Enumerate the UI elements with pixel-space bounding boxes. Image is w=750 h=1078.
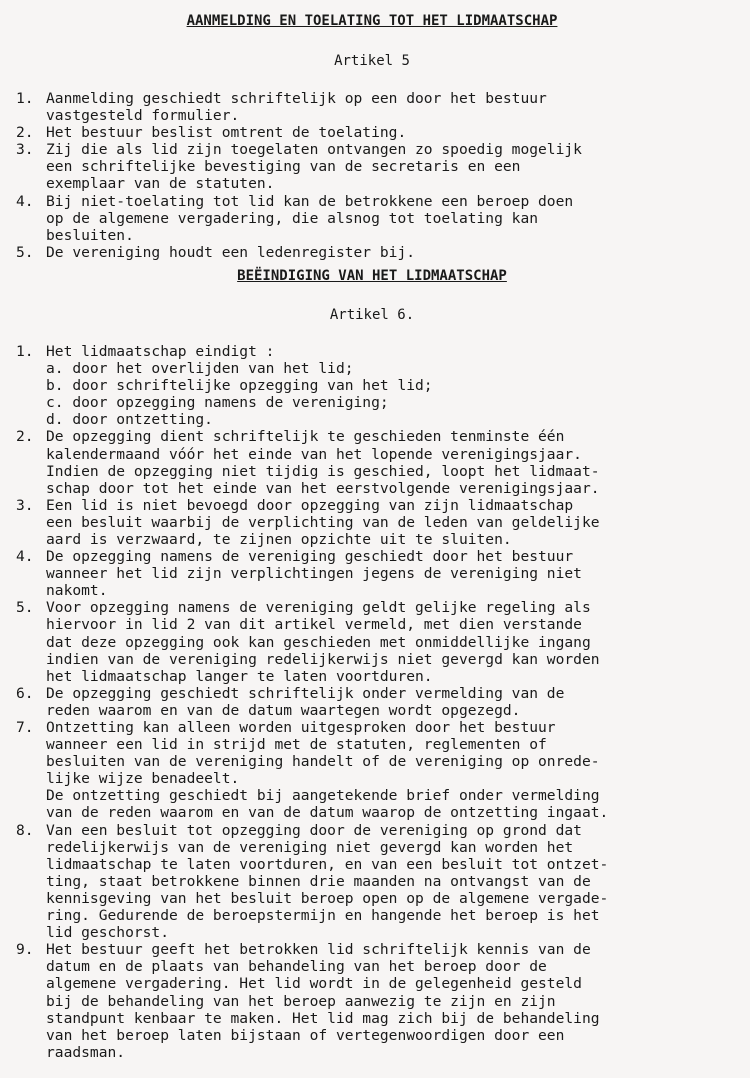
item-text-line: kalendermaand vóór het einde van het lopende verenigingsjaar. <box>46 445 582 463</box>
list-item <box>16 822 728 942</box>
item-text-line: Ontzetting kan alleen worden uitgesproken door het bestuur <box>46 719 556 736</box>
item-text-line: op de algemene vergadering, die alsnog tot toelating kan <box>46 209 539 227</box>
item-number: 5. <box>16 599 34 617</box>
item-text-line: standpunt kenbaar te maken. Het lid mag zich bij de behandeling <box>46 1009 600 1027</box>
item-text-line: De opzegging namens de vereniging geschiedt door het bestuur <box>46 548 574 566</box>
item-text-line: a. door het overlijden van het lid; <box>46 360 354 378</box>
item-text-line: Aanmelding geschiedt schriftelijk op een door het bestuur <box>46 90 547 107</box>
item-text-line: ring. Gedurende de beroepstermijn en hangende het beroep is het <box>46 907 600 925</box>
item-text-line: De opzegging geschiedt schriftelijk onder vermelding van de <box>46 684 565 702</box>
item-text <box>46 244 728 261</box>
item-text-line: raadsman. <box>46 1043 126 1061</box>
list-item <box>16 685 728 719</box>
item-text-line: redelijkerwijs van de vereniging niet gevergd kan worden het <box>46 838 574 856</box>
item-text-line: Indien de opzegging niet tijdig is geschied, loopt het lidmaat- <box>46 462 600 480</box>
item-text-line: reden waarom en van de datum waartegen wordt opgezegd. <box>46 701 521 719</box>
section-heading-beeindiging: BEËINDIGING VAN HET LIDMAATSCHAP <box>237 267 507 284</box>
item-number: 2. <box>16 428 34 446</box>
item-text <box>46 685 728 719</box>
item-text-line: bij de behandeling van het beroep aanwezig te zijn en zijn <box>46 992 556 1010</box>
item-text-line: Het bestuur beslist omtrent de toelating. <box>46 124 407 142</box>
item-text <box>46 141 728 192</box>
list-item <box>16 599 728 684</box>
list-item <box>16 719 728 822</box>
item-text-line: Een lid is niet bevoegd door opzegging van zijn lidmaatschap <box>46 496 574 514</box>
item-text-line: Het bestuur geeft het betrokken lid schriftelijk kennis van de <box>46 941 591 959</box>
item-text-line: De vereniging houdt een ledenregister bij. <box>46 243 416 261</box>
item-text-line: Het lidmaatschap eindigt : <box>46 342 275 360</box>
artikel-6-list <box>16 343 728 1061</box>
list-item <box>16 193 728 244</box>
item-text-line: datum en de plaats van behandeling van het beroep door de <box>46 958 547 976</box>
item-text-line: wanneer een lid in strijd met de statuten, reglementen of <box>46 736 547 754</box>
item-text-line: algemene vergadering. Het lid wordt in de gelegenheid gesteld <box>46 975 582 993</box>
item-number: 7. <box>16 719 34 736</box>
item-text-line: lid geschorst. <box>46 924 170 942</box>
item-text <box>46 343 728 428</box>
item-text-line: Zij die als lid zijn toegelaten ontvangen zo spoedig mogelijk <box>46 141 582 159</box>
item-text-line: Van een besluit tot opzegging door de vereniging op grond dat <box>46 821 582 839</box>
item-text <box>46 548 728 599</box>
item-number: 1. <box>16 90 34 107</box>
list-item <box>16 244 728 261</box>
item-text-line: dat deze opzegging ook kan geschieden met onmiddellijke ingang <box>46 633 591 651</box>
item-text <box>46 124 728 141</box>
item-text-line: exemplaar van de statuten. <box>46 175 275 193</box>
item-text-line: een schriftelijke bevestiging van de secretaris en een <box>46 158 521 176</box>
item-number: 3. <box>16 141 34 159</box>
item-number: 6. <box>16 684 34 702</box>
item-text <box>46 599 728 684</box>
item-number: 2. <box>16 124 34 142</box>
item-number: 8. <box>16 821 34 839</box>
item-text-line: d. door ontzetting. <box>46 411 213 429</box>
list-item <box>16 941 728 1061</box>
list-item <box>16 124 728 141</box>
list-item <box>16 548 728 599</box>
item-number: 3. <box>16 496 34 514</box>
section-heading-aanmelding: AANMELDING EN TOELATING TOT HET LIDMAATSCHAP <box>186 13 558 29</box>
item-text-line: schap door tot het einde van het eerstvolgende verenigingsjaar. <box>46 479 600 497</box>
item-number: 4. <box>16 548 34 566</box>
item-text-line: ting, staat betrokkene binnen drie maanden na ontvangst van de <box>46 872 591 890</box>
list-item <box>16 343 728 428</box>
item-text-line: De ontzetting geschiedt bij aangetekende brief onder vermelding <box>46 787 600 805</box>
item-text <box>46 941 728 1061</box>
item-text-line: lijke wijze benadeelt. <box>46 770 240 788</box>
artikel-5-title: Artikel 5 <box>334 53 410 69</box>
item-text-line: van het beroep laten bijstaan of vertegenwoordigen door een <box>46 1026 565 1044</box>
item-number: 1. <box>16 342 34 360</box>
item-text-line: b. door schriftelijke opzegging van het lid; <box>46 377 433 395</box>
item-text-line: kennisgeving van het besluit beroep open op de algemene vergade- <box>46 889 609 907</box>
item-text <box>46 719 728 822</box>
item-number: 4. <box>16 192 34 210</box>
list-item <box>16 141 728 192</box>
artikel-6-title: Artikel 6. <box>329 306 415 323</box>
artikel-5-list <box>16 90 728 261</box>
item-number: 5. <box>16 243 34 261</box>
item-text <box>46 497 728 548</box>
item-text-line: De opzegging dient schriftelijk te geschieden tenminste één <box>46 428 565 446</box>
item-text-line: lidmaatschap te laten voortduren, en van een besluit tot ontzet- <box>46 855 609 873</box>
item-text-line: c. door opzegging namens de vereniging; <box>46 394 389 412</box>
item-text-line: hiervoor in lid 2 van dit artikel vermeld, met dien verstande <box>46 616 582 634</box>
item-text-line: nakomt. <box>46 582 108 600</box>
item-text-line: Voor opzegging namens de vereniging geldt gelijke regeling als <box>46 599 591 617</box>
item-text-line: een besluit waarbij de verplichting van de leden van geldelijke <box>46 513 600 531</box>
item-text-line: Bij niet-toelating tot lid kan de betrokkene een beroep doen <box>46 192 574 210</box>
item-text-line: besluiten. <box>46 226 134 244</box>
item-text <box>46 428 728 496</box>
item-text-line: wanneer het lid zijn verplichtingen jegens de vereniging niet <box>46 565 582 583</box>
list-item <box>16 497 728 548</box>
item-text <box>46 822 728 942</box>
item-text <box>46 193 728 244</box>
list-item <box>16 90 728 124</box>
list-item <box>16 428 728 496</box>
item-text-line: vastgesteld formulier. <box>46 107 240 125</box>
item-number: 9. <box>16 941 34 959</box>
item-text <box>46 90 728 124</box>
item-text-line: indien van de vereniging redelijkerwijs niet gevergd kan worden <box>46 650 600 668</box>
item-text-line: van de reden waarom en van de datum waarop de ontzetting ingaat. <box>46 804 609 822</box>
item-text-line: besluiten van de vereniging handelt of de vereniging op onrede- <box>46 753 600 771</box>
item-text-line: het lidmaatschap langer te laten voortduren. <box>46 667 433 685</box>
item-text-line: aard is verzwaard, te zijnen opzichte uit te sluiten. <box>46 530 512 548</box>
